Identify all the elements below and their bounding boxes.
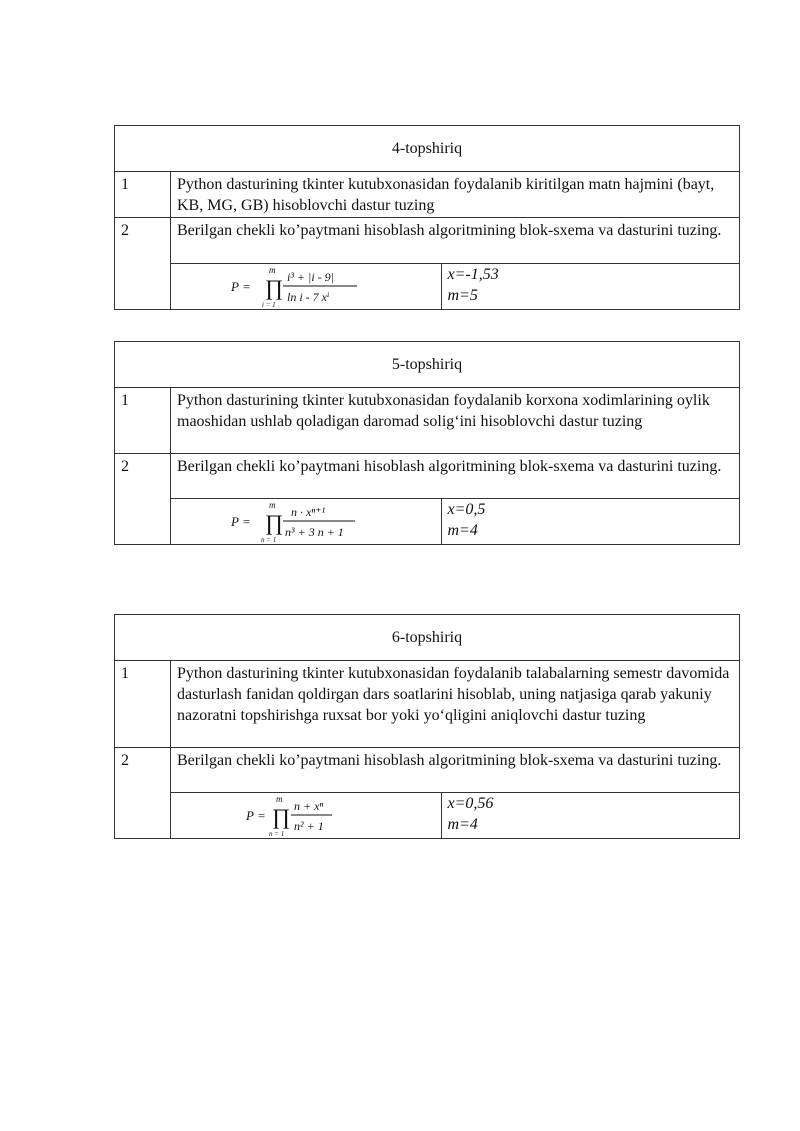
parameters-cell (441, 264, 739, 309)
row-number: 1 (115, 388, 171, 454)
svg-text:m: m (275, 793, 283, 804)
task-description: Python dasturining tkinter kutubxonasidan foydalanib kiritilgan matn hajmini (bayt, KB, MG, GB) hisoblovchi dastur tuzing (171, 172, 740, 218)
parameters-cell (441, 499, 739, 544)
param-m: m=4 (447, 522, 478, 539)
task-description: Berilgan chekli ko’paytmani hisoblash algoritmining blok-sxema va dasturini tuzing. (171, 748, 740, 793)
row-number: 2 (115, 218, 171, 310)
svg-text:P =: P = (230, 278, 251, 294)
param-x: x=0,56 (447, 795, 494, 812)
task-description: Python dasturining tkinter kutubxonasidan foydalanib korxona xodimlarining oylik maoshidan ushlab qoladigan daromad solig‘ini hisoblovchi dastur tuzing (171, 388, 740, 454)
task-title: 5-topshiriq (115, 342, 740, 388)
param-x: x=-1,53 (447, 266, 499, 283)
svg-text:m: m (268, 264, 276, 275)
task-description: Berilgan chekli ko’paytmani hisoblash algoritmining blok-sxema va dasturini tuzing. (171, 218, 740, 264)
row-number: 1 (115, 172, 171, 218)
task-title: 6-topshiriq (115, 615, 740, 661)
task-table-5 (114, 341, 740, 545)
svg-text:n + xⁿ: n + xⁿ (293, 798, 323, 813)
svg-text:n³ + 3 n + 1: n³ + 3 n + 1 (284, 524, 344, 539)
row-number: 2 (115, 748, 171, 839)
svg-text:P =: P = (245, 807, 266, 823)
svg-text:n = 1: n = 1 (268, 829, 284, 838)
svg-text:m: m (268, 499, 276, 510)
task-title: 4-topshiriq (115, 126, 740, 172)
svg-text:∏: ∏ (264, 274, 283, 300)
product-formula (231, 500, 381, 544)
svg-text:P =: P = (230, 513, 251, 529)
svg-text:i³ + |i - 9|: i³ + |i - 9| (286, 269, 334, 284)
parameters-cell (441, 793, 739, 838)
task-table-6 (114, 614, 740, 839)
task-description: Berilgan chekli ko’paytmani hisoblash algoritmining blok-sxema va dasturini tuzing. (171, 454, 740, 499)
svg-text:i = 1: i = 1 (261, 300, 276, 309)
svg-text:∏: ∏ (271, 803, 290, 829)
row-number: 2 (115, 454, 171, 545)
task-description: Python dasturining tkinter kutubxonasidan foydalanib talabalarning semestr davomida dasturlash fanidan qoldirgan dars soatlarini hisoblab, uning natjasiga qarab yakuniy nazoratni topshirishga ruxsat bor yoki yo‘qligini aniqlovchi dastur tuzing (171, 661, 740, 748)
param-m: m=4 (447, 816, 478, 833)
svg-text:ln i - 7 xⁱ: ln i - 7 xⁱ (286, 289, 330, 304)
svg-text:n² + 1: n² + 1 (293, 818, 324, 833)
formula-cell (171, 264, 441, 309)
product-formula (246, 794, 366, 838)
task-table-4 (114, 125, 740, 310)
svg-text:∏: ∏ (264, 509, 283, 535)
svg-text:n = 1: n = 1 (260, 535, 276, 544)
svg-text:n · xⁿ⁺¹: n · xⁿ⁺¹ (290, 504, 325, 519)
param-m: m=5 (447, 287, 478, 304)
product-formula (231, 265, 381, 309)
formula-cell (171, 793, 441, 838)
row-number: 1 (115, 661, 171, 748)
formula-cell (171, 499, 441, 544)
param-x: x=0,5 (447, 501, 486, 518)
